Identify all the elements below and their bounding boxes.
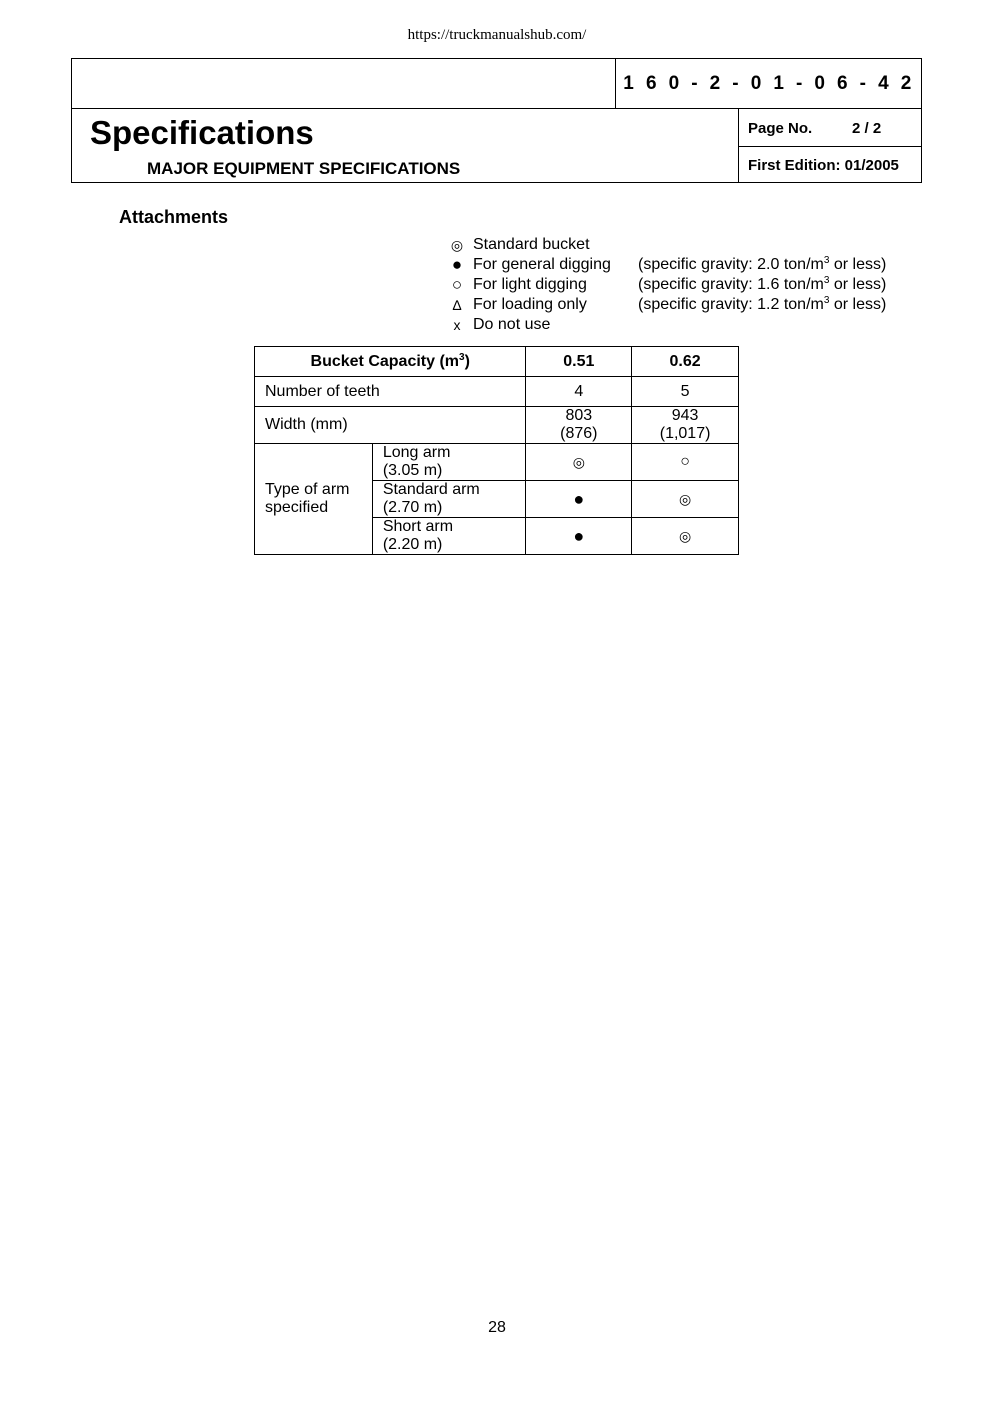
page-no-label: Page No. xyxy=(748,120,813,137)
table-cell: ○ xyxy=(632,444,739,481)
table-row xyxy=(255,407,739,444)
triangle-icon: ∆ xyxy=(452,297,462,313)
table-row xyxy=(255,444,739,481)
legend-label: For light digging xyxy=(473,276,587,293)
legend-note: (specific gravity: 1.6 ton/$m^3$ or less) xyxy=(638,275,887,293)
double-circle-icon: ◎ xyxy=(450,237,464,253)
table-cell: ◎ xyxy=(632,481,739,518)
legend-label: For loading only xyxy=(473,296,587,313)
row-label: Number of teeth xyxy=(255,377,526,407)
page-number: 28 xyxy=(488,1319,506,1336)
table-cell: 943 (1,017) xyxy=(632,407,739,444)
section-title: Attachments xyxy=(119,207,229,227)
bucket-spec-table xyxy=(254,346,739,555)
page-subtitle: MAJOR EQUIPMENT SPECIFICATIONS xyxy=(147,159,461,178)
x-mark-icon: x xyxy=(453,317,461,333)
edition-label: First Edition: 01/2005 xyxy=(748,157,899,174)
header-divider xyxy=(72,108,921,109)
legend-label: For general digging xyxy=(473,256,611,273)
arm-label: Long arm (3.05 m) xyxy=(372,444,526,481)
source-url[interactable]: https://truckmanualshub.com/ xyxy=(407,27,587,43)
filled-circle-icon: ● xyxy=(451,255,463,274)
arm-label: Short arm (2.20 m) xyxy=(372,518,526,555)
table-cell: ● xyxy=(526,481,632,518)
page-no-value: 2 / 2 xyxy=(852,120,882,137)
legend-label: Do not use xyxy=(473,316,551,333)
column-header: 0.62 xyxy=(632,347,739,377)
legend-note: (specific gravity: 1.2 ton/$m^3$ or less) xyxy=(638,295,887,313)
table-cell: 803 (876) xyxy=(526,407,632,444)
header-divider xyxy=(738,146,922,147)
table-cell: ◎ xyxy=(632,518,739,555)
page-title: Specifications xyxy=(90,114,314,151)
document-code: 1 6 0 - 2 - 0 1 - 0 6 - 4 2 xyxy=(623,73,915,94)
row-label: Width (mm) xyxy=(255,407,526,444)
table-row xyxy=(255,377,739,407)
table-cell: 4 xyxy=(526,377,632,407)
open-circle-icon: ○ xyxy=(451,275,463,294)
legend-label: Standard bucket xyxy=(473,236,590,253)
table-header-row xyxy=(255,347,739,377)
table-cell: ● xyxy=(526,518,632,555)
table-cell: 5 xyxy=(632,377,739,407)
legend-note: (specific gravity: 2.0 ton/$m^3$ or less) xyxy=(638,255,887,273)
row-group-label: Type of arm specified xyxy=(255,444,373,555)
column-header: Bucket Capacity $(m^3)$ xyxy=(255,347,526,377)
column-header: 0.51 xyxy=(526,347,632,377)
table-cell: ◎ xyxy=(526,444,632,481)
arm-label: Standard arm (2.70 m) xyxy=(372,481,526,518)
document-header xyxy=(71,58,922,183)
